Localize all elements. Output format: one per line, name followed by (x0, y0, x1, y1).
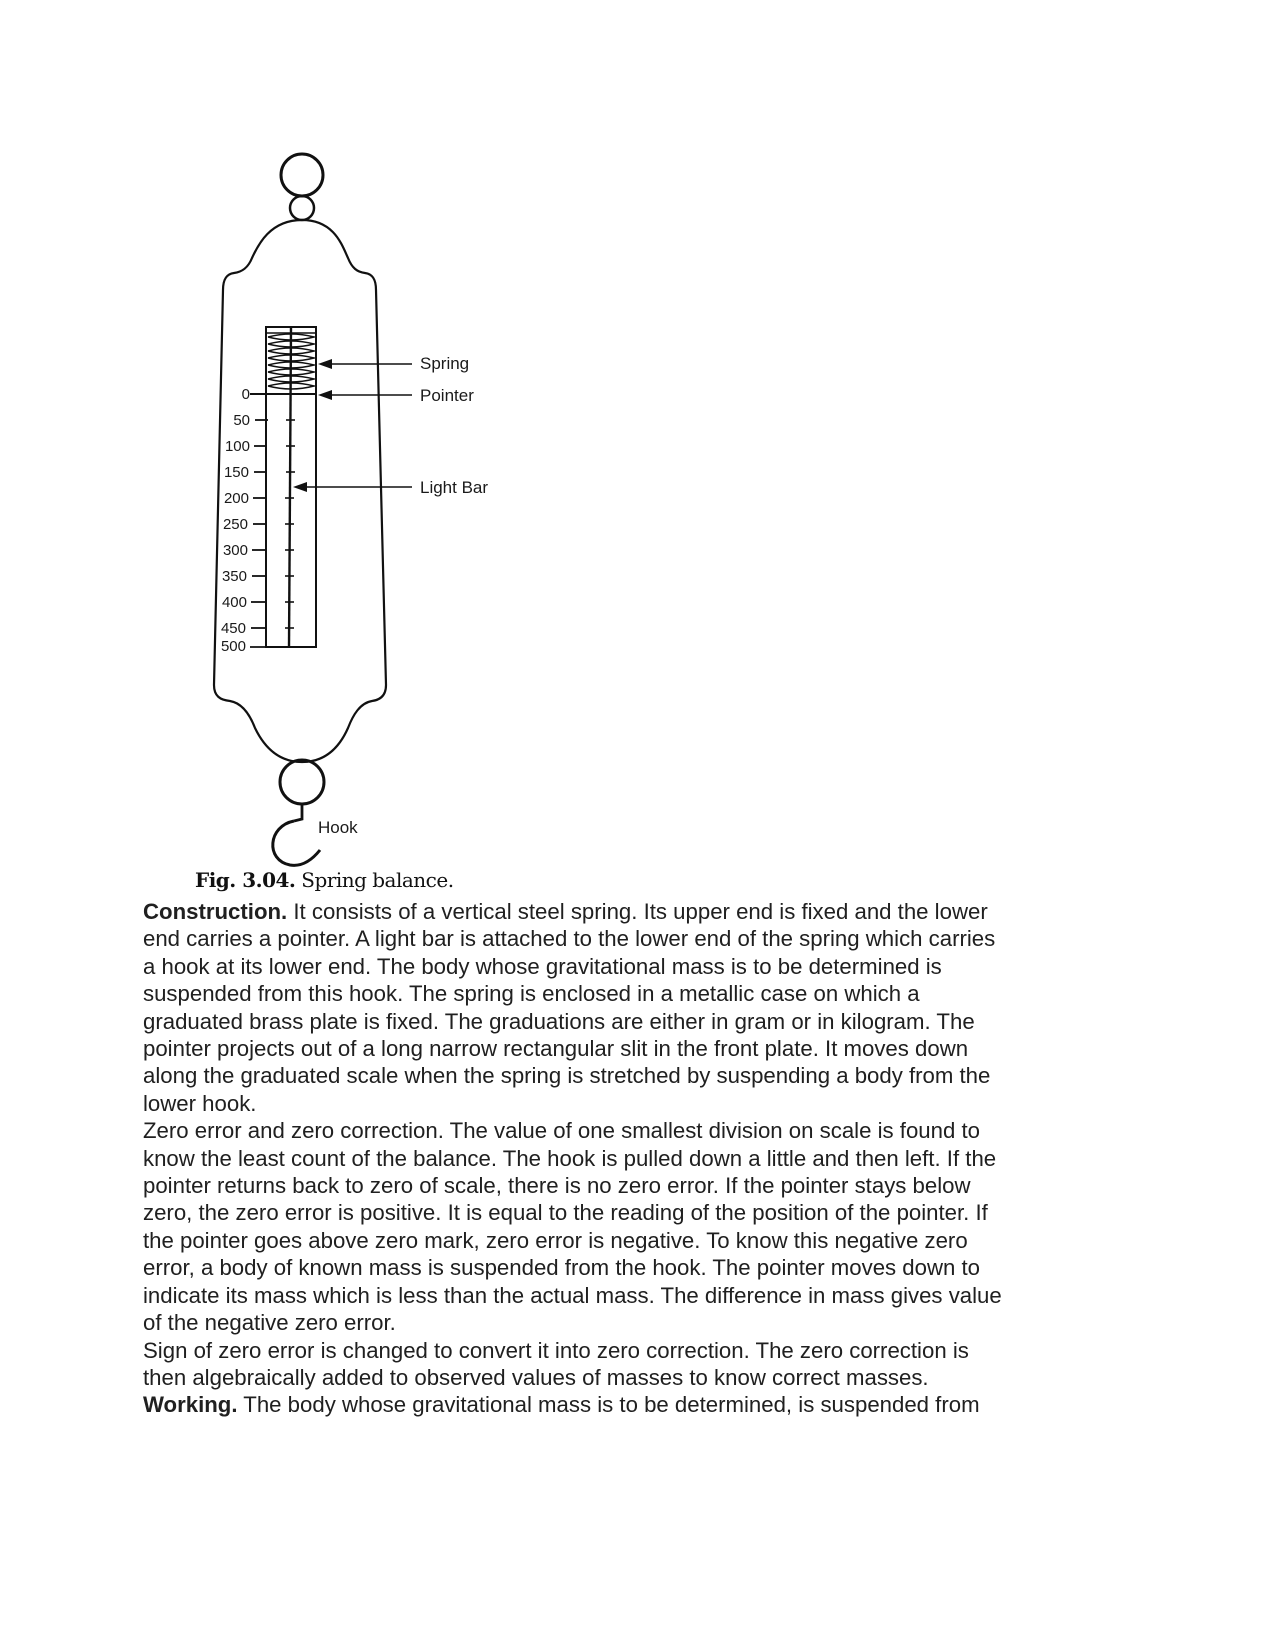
scale-ticks (250, 420, 316, 647)
text-line: a hook at its lower end. The body whose gravitational mass is to be determined is (143, 953, 942, 979)
scale-label: 100 (224, 438, 250, 455)
text-line: pointer returns back to zero of scale, there is no zero error. If the pointer stays below (143, 1173, 971, 1199)
figure-caption (195, 868, 454, 892)
scale-label: 50 (233, 412, 250, 429)
text-line: then algebraically added to observed values of masses to know correct masses. (143, 1364, 929, 1390)
text-line: indicate its mass which is less than the actual mass. The difference in mass gives value (143, 1282, 1002, 1308)
text-line: Sign of zero error is changed to convert it into zero correction. The zero correction is (143, 1337, 969, 1363)
bottom-ring (280, 760, 324, 804)
text-line: Zero error and zero correction. The value of one smallest division on scale is found to (143, 1118, 980, 1144)
scale-label: 400 (221, 594, 247, 611)
text-line: end carries a pointer. A light bar is attached to the lower end of the spring which carries (143, 926, 996, 952)
spring-arrowhead (318, 359, 332, 369)
construction-line-1 (143, 898, 1078, 925)
scale-label: 300 (222, 542, 248, 559)
text-line: suspended from this hook. The spring is enclosed in a metallic case on which a (143, 981, 920, 1007)
text-line: The body whose gravitational mass is to be determined, is suspended from (237, 1392, 980, 1418)
scale-label: 150 (223, 464, 249, 481)
scale-label: 350 (221, 568, 247, 585)
text-line: graduated brass plate is fixed. The graduations are either in gram or in kilogram. The (143, 1008, 975, 1034)
label-light-bar: Light Bar (420, 478, 489, 497)
text-line: along the graduated scale when the spring is stretched by suspending a body from the (143, 1063, 991, 1089)
scale-label: 450 (220, 620, 246, 637)
construction-heading: Construction. (143, 899, 288, 924)
text-line: error, a body of known mass is suspended from the hook. The pointer moves down to (143, 1255, 981, 1281)
scale-label: 0 (241, 386, 250, 403)
label-hook: Hook (318, 818, 358, 837)
working-heading: Working. (143, 1392, 238, 1418)
text-line: the pointer goes above zero mark, zero error is negative. To know this negative zero (143, 1227, 968, 1253)
top-ring-large (281, 154, 323, 196)
scale-label: 500 (220, 638, 246, 655)
scale-label: 200 (223, 490, 249, 507)
text-line: It consists of a vertical steel spring. Its upper end is fixed and the lower (287, 899, 988, 924)
scale-label: 250 (222, 516, 248, 533)
working-line-1 (143, 1391, 1078, 1418)
text-line: know the least count of the balance. The hook is pulled down a little and then left. If the (143, 1145, 997, 1171)
text-line: zero, the zero error is positive. It is equal to the reading of the position of the pointer. If (143, 1200, 988, 1226)
text-line: lower hook. (143, 1090, 257, 1116)
label-spring: Spring (420, 354, 470, 373)
text-line: pointer projects out of a long narrow rectangular slit in the front plate. It moves down (143, 1036, 969, 1062)
pointer-arrowhead (318, 390, 332, 400)
caption-title: Spring balance. (301, 868, 454, 892)
document-body (143, 898, 1078, 1419)
top-ring-small (290, 196, 314, 220)
text-line: of the negative zero error. (143, 1310, 396, 1336)
label-pointer: Pointer (420, 386, 474, 405)
hook-shank (294, 804, 302, 821)
spring-balance-figure (190, 140, 520, 870)
light-bar-arrowhead (293, 482, 307, 492)
hook-curve (273, 821, 320, 865)
caption-number: Fig. 3.04. (195, 868, 296, 892)
